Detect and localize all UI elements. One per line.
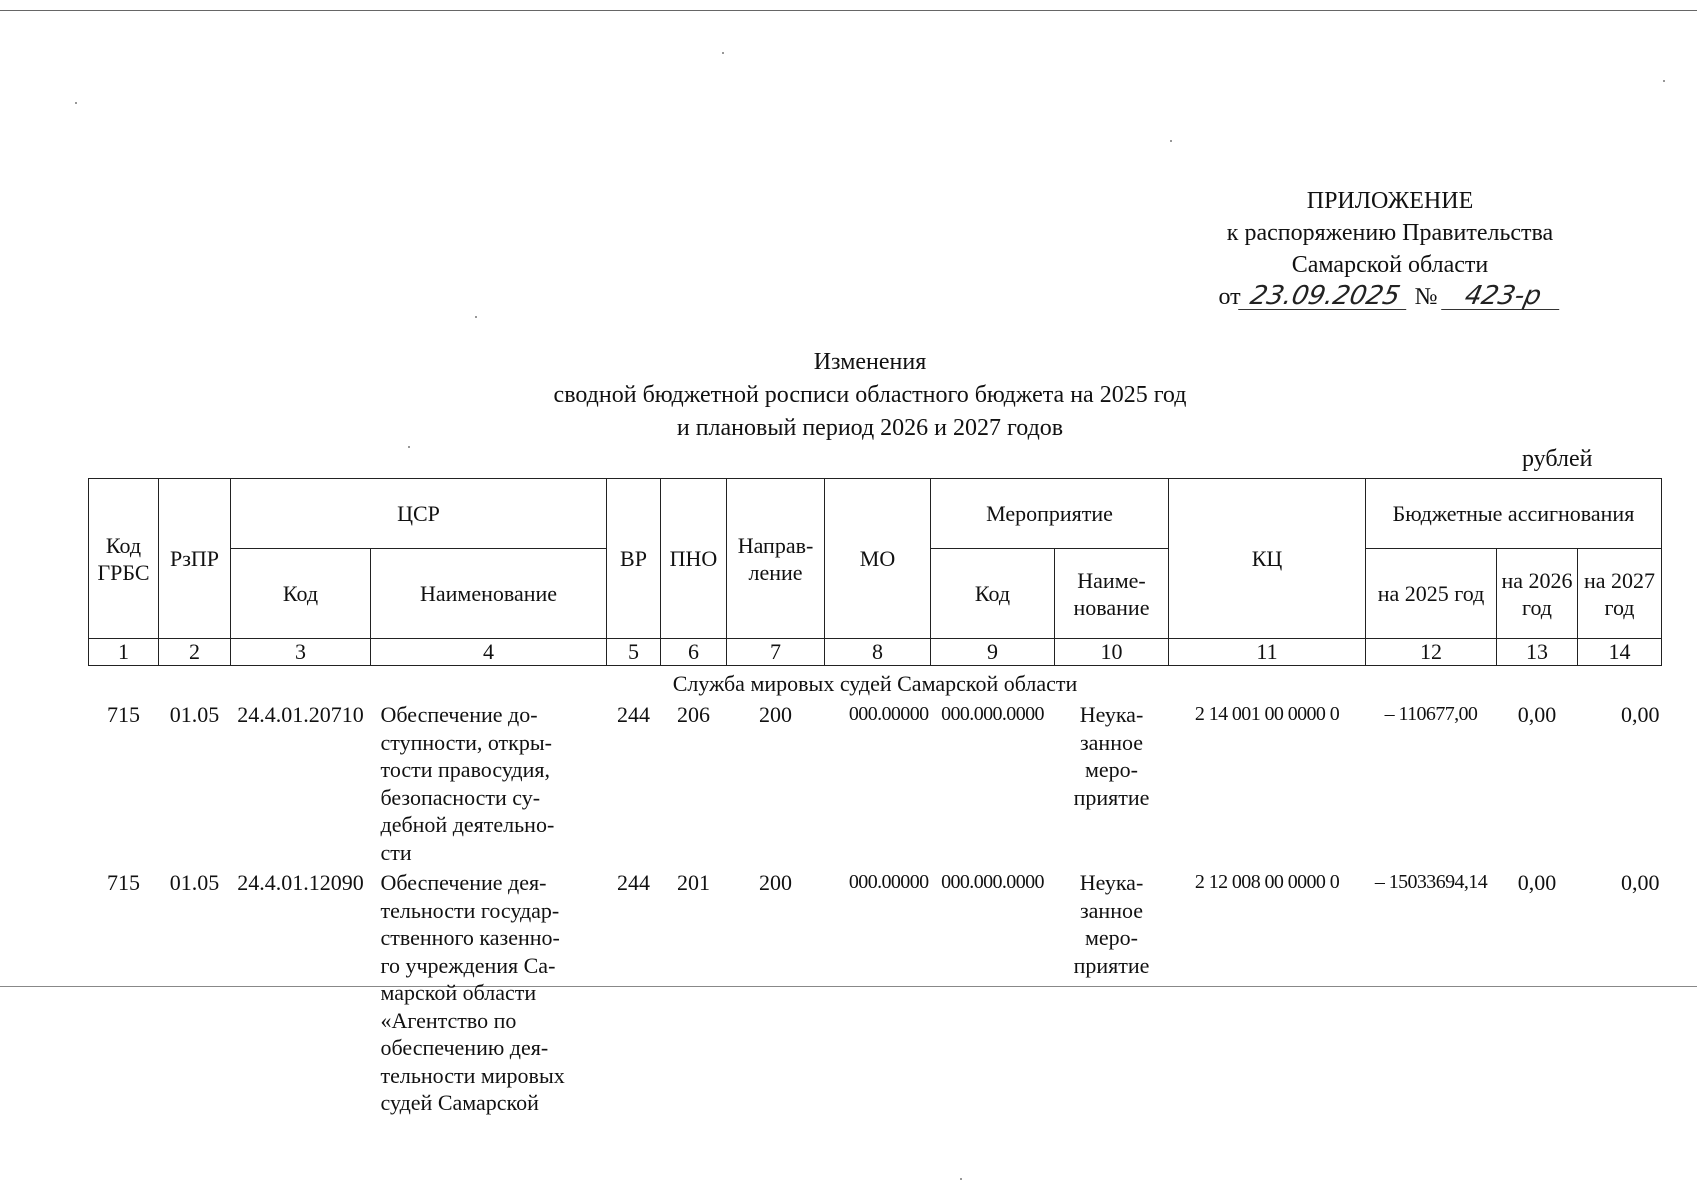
scan-speck — [408, 446, 410, 448]
header-rzpr: РзПР — [159, 479, 231, 639]
header-pno: ПНО — [661, 479, 727, 639]
cell-mer-kod: 000.000.0000 — [941, 703, 1044, 725]
cell-mer-name: Неука- занное меро- приятие — [1073, 702, 1150, 810]
cell-2025: – 15033694,14 — [1374, 871, 1488, 893]
header-vr: ВР — [607, 479, 661, 639]
header-csr-kod: Код — [231, 549, 371, 639]
header-napravlenie: Направ-ление — [727, 479, 825, 639]
appendix-block — [1150, 185, 1630, 313]
header-mo: МО — [825, 479, 931, 639]
table-row — [89, 866, 1662, 1117]
column-number: 11 — [1169, 639, 1366, 666]
header-csr: ЦСР — [231, 479, 607, 549]
column-number: 6 — [661, 639, 727, 666]
appendix-title: ПРИЛОЖЕНИЕ — [1306, 188, 1474, 214]
header-csr-name: Наименование — [371, 549, 607, 639]
column-number: 2 — [159, 639, 231, 666]
cell-pno: 206 — [677, 702, 710, 727]
scan-edge-line — [0, 10, 1697, 11]
column-number: 4 — [371, 639, 607, 666]
header-kc: КЦ — [1169, 479, 1366, 639]
column-number: 1 — [89, 639, 159, 666]
cell-mer-kod: 000.000.0000 — [941, 871, 1044, 893]
cell-2025: – 110677,00 — [1384, 703, 1478, 725]
cell-2027: 0,00 — [1621, 702, 1660, 727]
header-mer-kod: Код — [931, 549, 1055, 639]
appendix-date-number-line — [1218, 281, 1561, 313]
scan-speck — [1663, 80, 1665, 82]
column-number: 14 — [1578, 639, 1662, 666]
cell-csr-name: Обеспечение до- ступности, откры- тости правосудия, безопасности су- дебной деятельно- сти — [380, 702, 555, 865]
title-line-2: сводной бюджетной росписи областного бюджета на 2025 год — [553, 382, 1187, 408]
cell-grbs: 715 — [107, 702, 140, 727]
table-row — [89, 698, 1662, 866]
cell-csr-kod: 24.4.01.12090 — [237, 870, 364, 895]
column-number: 10 — [1055, 639, 1169, 666]
handwritten-number: 423-р — [1441, 283, 1565, 310]
title-line-1: Изменения — [813, 349, 927, 375]
cell-kc: 2 14 001 00 0000 0 — [1194, 703, 1340, 725]
cell-2026: 0,00 — [1517, 870, 1557, 895]
column-number: 12 — [1366, 639, 1497, 666]
title-line-3: и плановый период 2026 и 2027 годов — [676, 415, 1064, 441]
scan-speck — [960, 1178, 962, 1180]
cell-pno: 201 — [677, 870, 710, 895]
scan-speck — [1170, 140, 1172, 142]
appendix-line-2: Самарской области — [1291, 252, 1489, 278]
cell-mo: 000.00000 — [848, 703, 929, 725]
handwritten-date: 23.09.2025 — [1238, 283, 1412, 310]
header-meropriyatie: Мероприятие — [931, 479, 1169, 549]
cell-napr: 200 — [759, 702, 792, 727]
cell-2026: 0,00 — [1517, 702, 1557, 727]
scan-speck — [722, 52, 724, 54]
document-title — [380, 346, 1360, 445]
header-year-2027: на 2027 год — [1578, 549, 1662, 639]
cell-2027: 0,00 — [1621, 870, 1660, 895]
budget-table — [88, 478, 1662, 1117]
column-number: 3 — [231, 639, 371, 666]
section-title: Служба мировых судей Самарской области — [672, 671, 1078, 696]
column-number: 13 — [1497, 639, 1578, 666]
column-number: 7 — [727, 639, 825, 666]
column-number: 5 — [607, 639, 661, 666]
scan-speck — [75, 102, 77, 104]
header-budget: Бюджетные ассигнования — [1366, 479, 1662, 549]
units-label: рублей — [1522, 446, 1593, 472]
scan-speck — [475, 316, 477, 318]
cell-csr-kod: 24.4.01.20710 — [237, 702, 364, 727]
column-number: 9 — [931, 639, 1055, 666]
cell-mo: 000.00000 — [848, 871, 929, 893]
column-number: 8 — [825, 639, 931, 666]
cell-kc: 2 12 008 00 0000 0 — [1194, 871, 1340, 893]
cell-rzpr: 01.05 — [169, 702, 220, 727]
header-year-2025: на 2025 год — [1366, 549, 1497, 639]
cell-vr: 244 — [617, 870, 650, 895]
number-label: № — [1414, 284, 1438, 310]
from-label: от — [1218, 284, 1241, 310]
cell-mer-name: Неука- занное меро- приятие — [1073, 870, 1150, 978]
cell-napr: 200 — [759, 870, 792, 895]
header-kod-grbs: Код ГРБС — [89, 479, 159, 639]
cell-csr-name: Обеспечение дея- тельности государ- ственного казенно- го учреждения Са- марской области «Агентство по обеспечению дея- тельности мировых судей Самарской — [380, 870, 565, 1115]
cell-vr: 244 — [617, 702, 650, 727]
header-year-2026: на 2026 год — [1497, 549, 1578, 639]
cell-rzpr: 01.05 — [169, 870, 220, 895]
appendix-line-1: к распоряжению Правительства — [1226, 220, 1554, 246]
cell-grbs: 715 — [107, 870, 140, 895]
header-mer-name: Наиме-нование — [1055, 549, 1169, 639]
